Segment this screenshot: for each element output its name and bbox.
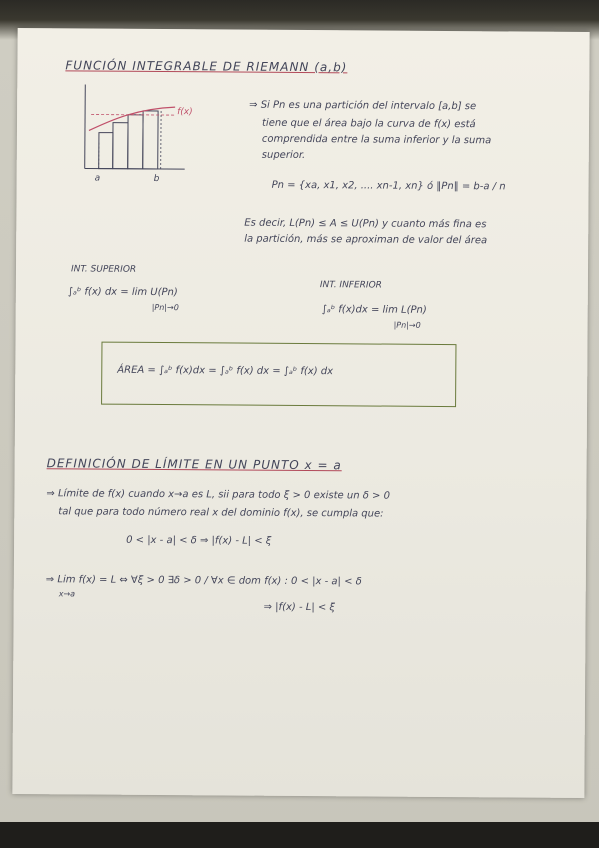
upper-line (91, 115, 175, 116)
riemann-rect (128, 115, 143, 169)
limite-line-2: tal que para todo número real x del dominio f(x), se cumpla que: (58, 506, 384, 520)
intro-line-2: tiene que el área bajo la curva de f(x) está (261, 117, 476, 131)
int-inferior-formula: ∫ₐᵇ f(x)dx = lim L(Pn) (321, 304, 427, 316)
riemann-rect (143, 111, 158, 169)
graph-label-a: a (94, 173, 101, 184)
partition-formula: Pn = {xa, x1, x2, .... xn-1, xn} ó ‖Pn‖ = b-a / n (271, 179, 506, 193)
riemann-rect (113, 123, 128, 169)
int-inferior-label: INT. INFERIOR (319, 280, 382, 291)
section-title-riemann: FUNCIÓN INTEGRABLE DE RIEMANN (a,b) (65, 58, 348, 75)
limite-line-1: ⇒ Límite de f(x) cuando x→a es L, sii para todo ξ > 0 existe un δ > 0 (46, 488, 391, 502)
limit-formal-conclusion: ⇒ |f(x) - L| < ξ (263, 601, 336, 614)
intro-line-3: comprendida entre la suma inferior y la suma (261, 133, 492, 147)
area-formula: ÁREA = ∫ₐᵇ f(x)dx = ∫ₐᵇ f(x) dx = ∫ₐᵇ f(x) dx (117, 364, 334, 378)
intro-line-4: superior. (261, 149, 306, 162)
epsilon-delta-condition: 0 < |x - a| < δ ⇒ |f(x) - L| < ξ (126, 534, 272, 547)
riemann-rect (99, 133, 113, 169)
graph-label-b: b (153, 173, 160, 185)
intro-line-1: ⇒ Si Pn es una partición del intervalo [a,b] se (249, 99, 477, 113)
riemann-graph (75, 80, 191, 181)
int-superior-label: INT. SUPERIOR (70, 264, 137, 275)
limit-subscript: x→a (58, 589, 76, 599)
es-decir-line-2: la partición, más se aproximan de valor del área (244, 233, 488, 247)
graph-label-fx: f(x) (177, 107, 193, 118)
int-inferior-limit: |Pn|→0 (393, 320, 421, 330)
photo-bottom-edge (0, 822, 599, 848)
limit-formal-definition: ⇒ Lim f(x) = L ⇔ ∀ξ > 0 ∃δ > 0 / ∀x ∈ dom f(x) : 0 < |x - a| < δ (45, 574, 362, 588)
es-decir-line-1: Es decir, L(Pn) ≤ A ≤ U(Pn) y cuanto más fina es (244, 217, 487, 231)
int-superior-formula: ∫ₐᵇ f(x) dx = lim U(Pn) (67, 286, 178, 299)
section-title-limite: DEFINICIÓN DE LÍMITE EN UN PUNTO x = a (46, 456, 342, 473)
graph-y-axis (85, 84, 86, 168)
notebook-sheet (12, 28, 589, 798)
int-superior-limit: |Pn|→0 (151, 302, 179, 313)
function-curve (89, 107, 175, 132)
